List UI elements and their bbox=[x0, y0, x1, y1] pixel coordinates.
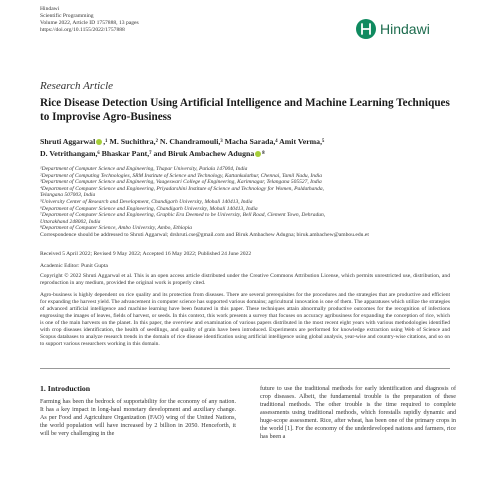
volume-info: Volume 2022, Article ID 1757888, 13 pages bbox=[40, 20, 139, 26]
hindawi-logo-text: Hindawi bbox=[380, 21, 430, 37]
affiliations bbox=[40, 166, 450, 232]
author-line-2: D. Vetrithangam,⁶ Bhaskar Pant,⁷ and Biruk Ambachew Adugna bbox=[40, 149, 255, 158]
publisher-name: Hindawi bbox=[40, 6, 60, 12]
journal-name: Scientific Programming bbox=[40, 13, 94, 19]
intro-column-left: Farming has been the bedrock of supportability for the economy of any nation. It has a key impact in long-haul monetary development and auxiliary change. As per Food and Agriculture Organization (FAO) wing of the United Nations, the world population will have increased by 2 billion in 2050. Henceforth, it will be very challenging in the bbox=[40, 399, 236, 437]
orcid-icon[interactable] bbox=[255, 151, 261, 157]
affiliation: ⁶Department of Computer Science and Engineering, Chandigarh University, Mohali 140413, India bbox=[40, 205, 258, 212]
orcid-icon[interactable] bbox=[96, 139, 102, 145]
article-type: Research Article bbox=[40, 80, 114, 92]
doi-link[interactable]: https://doi.org/10.1155/2022/1757888 bbox=[40, 27, 125, 33]
journal-header bbox=[40, 6, 139, 34]
affiliation: ¹Department of Computer Science and Engineering, Thapar University, Patiala 147004, India bbox=[40, 166, 248, 172]
correspondence: Correspondence should be addressed to Shruti Aggarwal; drshruti.cse@gmail.com and Biruk Ambachew Adugna; biruk.ambachew@ambou.edu.et bbox=[40, 232, 369, 238]
abstract: Agro-business is highly dependent on rice quality and its protection from diseases. There are several prerequisites for the procedures and the strategies that are productive and efficient for expanding the harvest yield. The advancement in computer science has supported various domains; agricultural innovation is one of them. The apparatuses which utilize the strategies of advanced artificial intelligence and machine learning have been featured in this paper. These techniques attain abnormally productive outcomes for the recognition of infections engrossing the images of leaves, fields of harvest, or seeds. In this context, this work presents a survey that focuses on accuracy agribusiness for expanding the conception of rice, which is one of the main harvests on the planet. In this paper, the overview and examination of various papers distributed in the most recent eight years with various methodologies identified with crop diseases identification, the health of seedlings, and quality of grain have been introduced. Experiments are performed for knowledge extraction using Web of Science and Scopus databases to analyze research trends in the domain of rice disease identification using artificial intelligence using global analysis, year-wise and country-wise citations, and so on to support various researchers working in this domain. bbox=[40, 292, 450, 347]
author-line-1b: ,¹ M. Suchithra,² N. Chandramouli,³ Macha Sarada,⁴ Amit Verma,⁵ bbox=[103, 137, 325, 146]
affiliation: ³Department of Computer Science and Engineering, Vaageswari College of Engineering, Karimnagar, Telangana 505527, India bbox=[40, 179, 322, 186]
academic-editor: Academic Editor: Punit Gupta bbox=[40, 263, 108, 269]
author-list bbox=[40, 136, 450, 160]
hindawi-logo-icon bbox=[356, 19, 376, 39]
affiliation: Uttarakhand 248002, India bbox=[40, 218, 101, 225]
affiliation: ⁸Department of Computer Science, Ambo University, Ambo, Ethiopia bbox=[40, 225, 193, 232]
publication-dates: Received 5 April 2022; Revised 9 May 2022; Accepted 16 May 2022; Published 24 June 2022 bbox=[40, 251, 252, 257]
copyright-notice: Copyright © 2022 Shruti Aggarwal et al. This is an open access article distributed under the Creative Commons Attribution License, which permits unrestricted use, distribution, and reproduction in any medium, provided the original work is properly cited. bbox=[40, 273, 450, 286]
author-tail: ⁸ bbox=[262, 149, 265, 158]
section-divider bbox=[40, 368, 450, 369]
affiliation: ⁵University Center of Research and Development, Chandigarh University, Mohali 140413, India bbox=[40, 198, 253, 205]
affiliation: ⁷Department of Computer Science and Engineering, Graphic Era Deemed to be University, Bell Road, Clement Town, Dehradun, bbox=[40, 212, 326, 219]
author-line-1: Shruti Aggarwal bbox=[40, 137, 96, 146]
paper-title: Rice Disease Detection Using Artificial Intelligence and Machine Learning Techniques to Improvise Agro-Business bbox=[40, 97, 450, 123]
affiliation: ⁴Department of Computer Science and Engineering, Priyadarshini Institute of Science and Technology for Women, Paldathanda, bbox=[40, 185, 324, 192]
intro-heading: 1. Introduction bbox=[40, 384, 91, 393]
hindawi-logo bbox=[356, 16, 452, 42]
intro-column-right: future to use the traditional methods for early identification and diagnosis of crop diseases. Albeit, the fundamental trouble is the preparation of these traditional methods. The other trouble is the time required to complete assessments using traditional methods, which forestalls rapidly dynamic and huge-scope assessment. Rice, after wheat, has been one of the primary crops in the world [1]. For the economy of the underdeveloped nations and farmers, rice has been a bbox=[260, 386, 456, 440]
affiliation: ²Department of Computing Technologies, SRM Institute of Science and Technology, Kattankulathur, Chennai, Tamil Nadu, India bbox=[40, 172, 322, 179]
affiliation: Telangana 507003, India bbox=[40, 192, 96, 199]
